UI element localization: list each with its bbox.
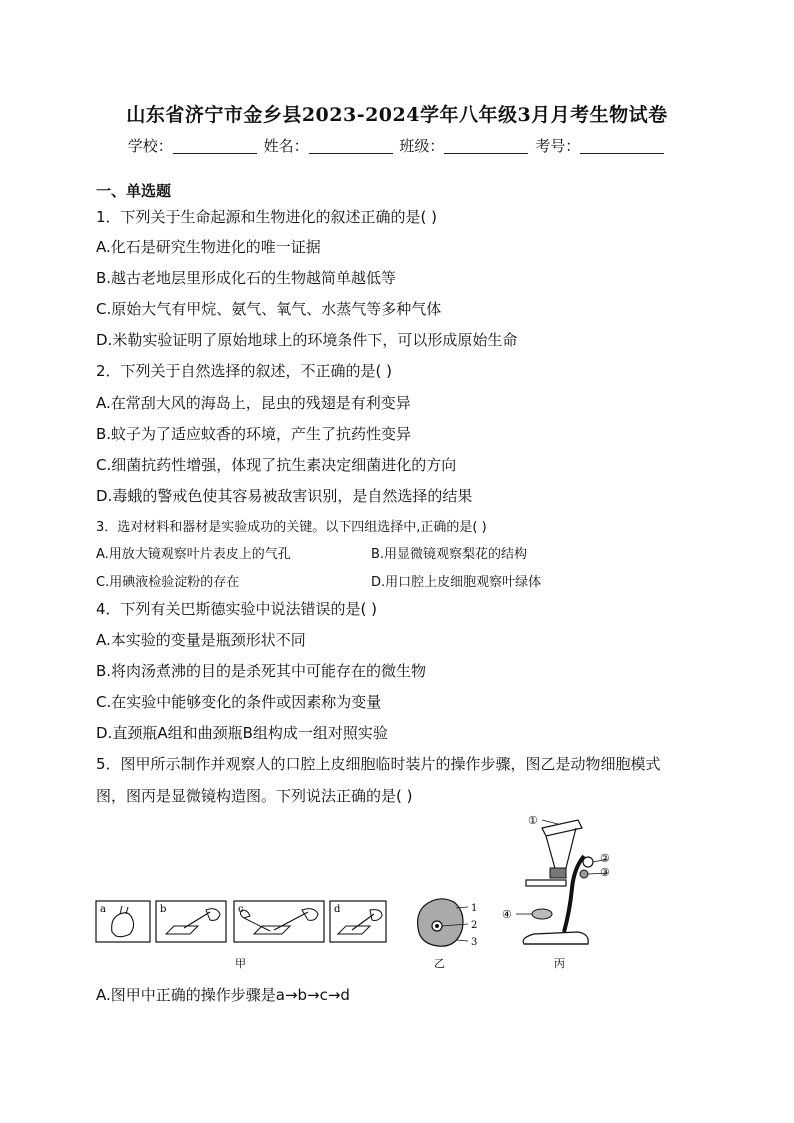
question-2-option-b: B.蚊子为了适应蚊香的环境，产生了抗药性变异 [96, 425, 412, 443]
student-info-line [0, 135, 794, 156]
bing-microscope-diagram [502, 814, 610, 944]
question-2-option-c: C.细菌抗药性增强，体现了抗生素决定细菌进化的方向 [96, 456, 457, 474]
jia-panel-c [234, 901, 324, 942]
scope-label-3: ③ [600, 866, 610, 879]
question-1-option-c: C.原始大气有甲烷、氨气、氧气、水蒸气等多种气体 [96, 300, 442, 318]
section-heading: 一、单选题 [96, 182, 172, 200]
question-5-stem-line-2: 图，图丙是显微镜构造图。下列说法正确的是( ) [96, 787, 413, 805]
exam-number-label: 考号： [535, 137, 581, 155]
scope-label-4: ④ [502, 908, 512, 921]
figure-svg [94, 810, 614, 975]
scope-label-2: ② [600, 852, 610, 865]
question-4-option-b: B.将肉汤煮沸的目的是杀死其中可能存在的微生物 [96, 662, 427, 680]
jia-panel-letter-a: a [100, 904, 106, 915]
yi-cell-diagram [418, 899, 478, 948]
question-5-figure [94, 810, 614, 975]
class-blank[interactable] [444, 137, 528, 154]
question-4-option-a: A.本实验的变量是瓶颈形状不同 [96, 631, 306, 649]
class-label: 班级： [399, 137, 445, 155]
jia-panel-letter-b: b [160, 904, 167, 915]
question-2-option-a: A.在常刮大风的海岛上，昆虫的残翅是有利变异 [96, 394, 411, 412]
question-2-option-d: D.毒蛾的警戒色使其容易被敌害识别，是自然选择的结果 [96, 487, 473, 505]
caption-yi: 乙 [434, 957, 445, 970]
jia-panel-letter-c: c [238, 904, 244, 915]
school-blank[interactable] [173, 137, 257, 154]
question-3-option-a: A.用放大镜观察叶片表皮上的气孔 [96, 547, 291, 562]
caption-bing: 丙 [554, 957, 565, 970]
question-1-option-d: D.米勒实验证明了原始地球上的环境条件下，可以形成原始生命 [96, 331, 518, 349]
name-blank[interactable] [309, 137, 393, 154]
name-label: 姓名： [263, 137, 309, 155]
question-3-option-c: C.用碘液检验淀粉的存在 [96, 575, 240, 590]
question-1-option-a: A.化石是研究生物进化的唯一证据 [96, 238, 321, 256]
jia-panel-d [330, 901, 386, 942]
question-4-option-d: D.直颈瓶A组和曲颈瓶B组构成一组对照实验 [96, 724, 388, 742]
question-3-option-d: D.用口腔上皮细胞观察叶绿体 [371, 575, 542, 590]
caption-jia: 甲 [235, 957, 246, 970]
jia-panel-letter-d: d [334, 904, 341, 915]
school-label: 学校： [127, 137, 173, 155]
cell-label-2: 2 [471, 920, 478, 931]
question-3-stem: 3．选对材料和器材是实验成功的关键。以下四组选择中,正确的是( ) [96, 520, 487, 535]
question-4-stem: 4．下列有关巴斯德实验中说法错误的是( ) [96, 600, 378, 618]
exam-number-blank[interactable] [580, 137, 664, 154]
cell-label-1: 1 [471, 903, 478, 914]
question-5-option-a: A.图甲中正确的操作步骤是a→b→c→d [96, 986, 350, 1004]
question-1-option-b: B.越古老地层里形成化石的生物越简单越低等 [96, 269, 397, 287]
scope-label-1: ① [528, 814, 538, 827]
question-3-option-b: B.用显微镜观察梨花的结构 [371, 547, 528, 562]
cell-label-3: 3 [471, 937, 478, 948]
question-2-stem: 2．下列关于自然选择的叙述，不正确的是( ) [96, 362, 393, 380]
jia-panel-a [96, 901, 150, 942]
question-1-stem: 1．下列关于生命起源和生物进化的叙述正确的是( ) [96, 208, 438, 226]
jia-panel-b [156, 901, 226, 942]
page-title: 山东省济宁市金乡县2023-2024学年八年级3月月考生物试卷 [126, 104, 668, 126]
question-5-stem-line-1: 5．图甲所示制作并观察人的口腔上皮细胞临时装片的操作步骤，图乙是动物细胞模式 [96, 755, 661, 773]
question-4-option-c: C.在实验中能够变化的条件或因素称为变量 [96, 693, 382, 711]
